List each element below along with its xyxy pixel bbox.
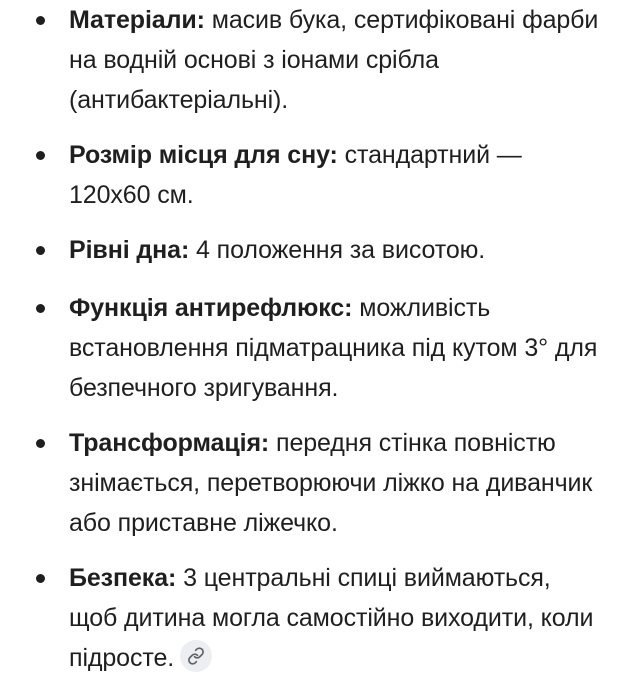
- link-icon: [187, 647, 205, 665]
- bullet-icon: [36, 246, 45, 255]
- list-item-text: [69, 288, 599, 408]
- source-link-button[interactable]: [180, 640, 212, 672]
- list-item-text: [69, 230, 599, 270]
- list-item-text: [69, 558, 599, 678]
- bullet-icon: [36, 151, 45, 160]
- list-item-text: [69, 423, 599, 543]
- bullet-icon: [36, 574, 45, 583]
- list-item-label: Розмір місця для сну:: [69, 141, 338, 169]
- list-item-text: [69, 135, 599, 215]
- list-item-label: Матеріали:: [69, 6, 205, 34]
- list-item-description: 3 центральні спиці виймаються, щоб дитина могла самостійно виходити, коли підросте.: [69, 564, 594, 672]
- list-item-description: можливість встановлення підматрацника під кутом 3° для безпечного зригування.: [69, 294, 598, 402]
- bullet-icon: [36, 304, 45, 313]
- list-item-description: стандартний — 120х60 см.: [69, 141, 522, 209]
- list-item-description: передня стінка повністю знімається, перетворюючи ліжко на диванчик або приставне ліжечко.: [69, 429, 593, 537]
- list-item-description: 4 положення за висотою.: [189, 236, 486, 264]
- list-item-text: [69, 0, 599, 120]
- list-item-label: Трансформація:: [69, 429, 270, 457]
- list-item-description: масив бука, сертифіковані фарби на водній основі з іонами срібла (антибактеріальні).: [69, 6, 599, 114]
- bullet-icon: [36, 439, 45, 448]
- bullet-icon: [36, 16, 45, 25]
- list-item-label: Функція антирефлюкс:: [69, 294, 353, 322]
- list-item-label: Безпека:: [69, 564, 177, 592]
- list-item-label: Рівні дна:: [69, 236, 190, 264]
